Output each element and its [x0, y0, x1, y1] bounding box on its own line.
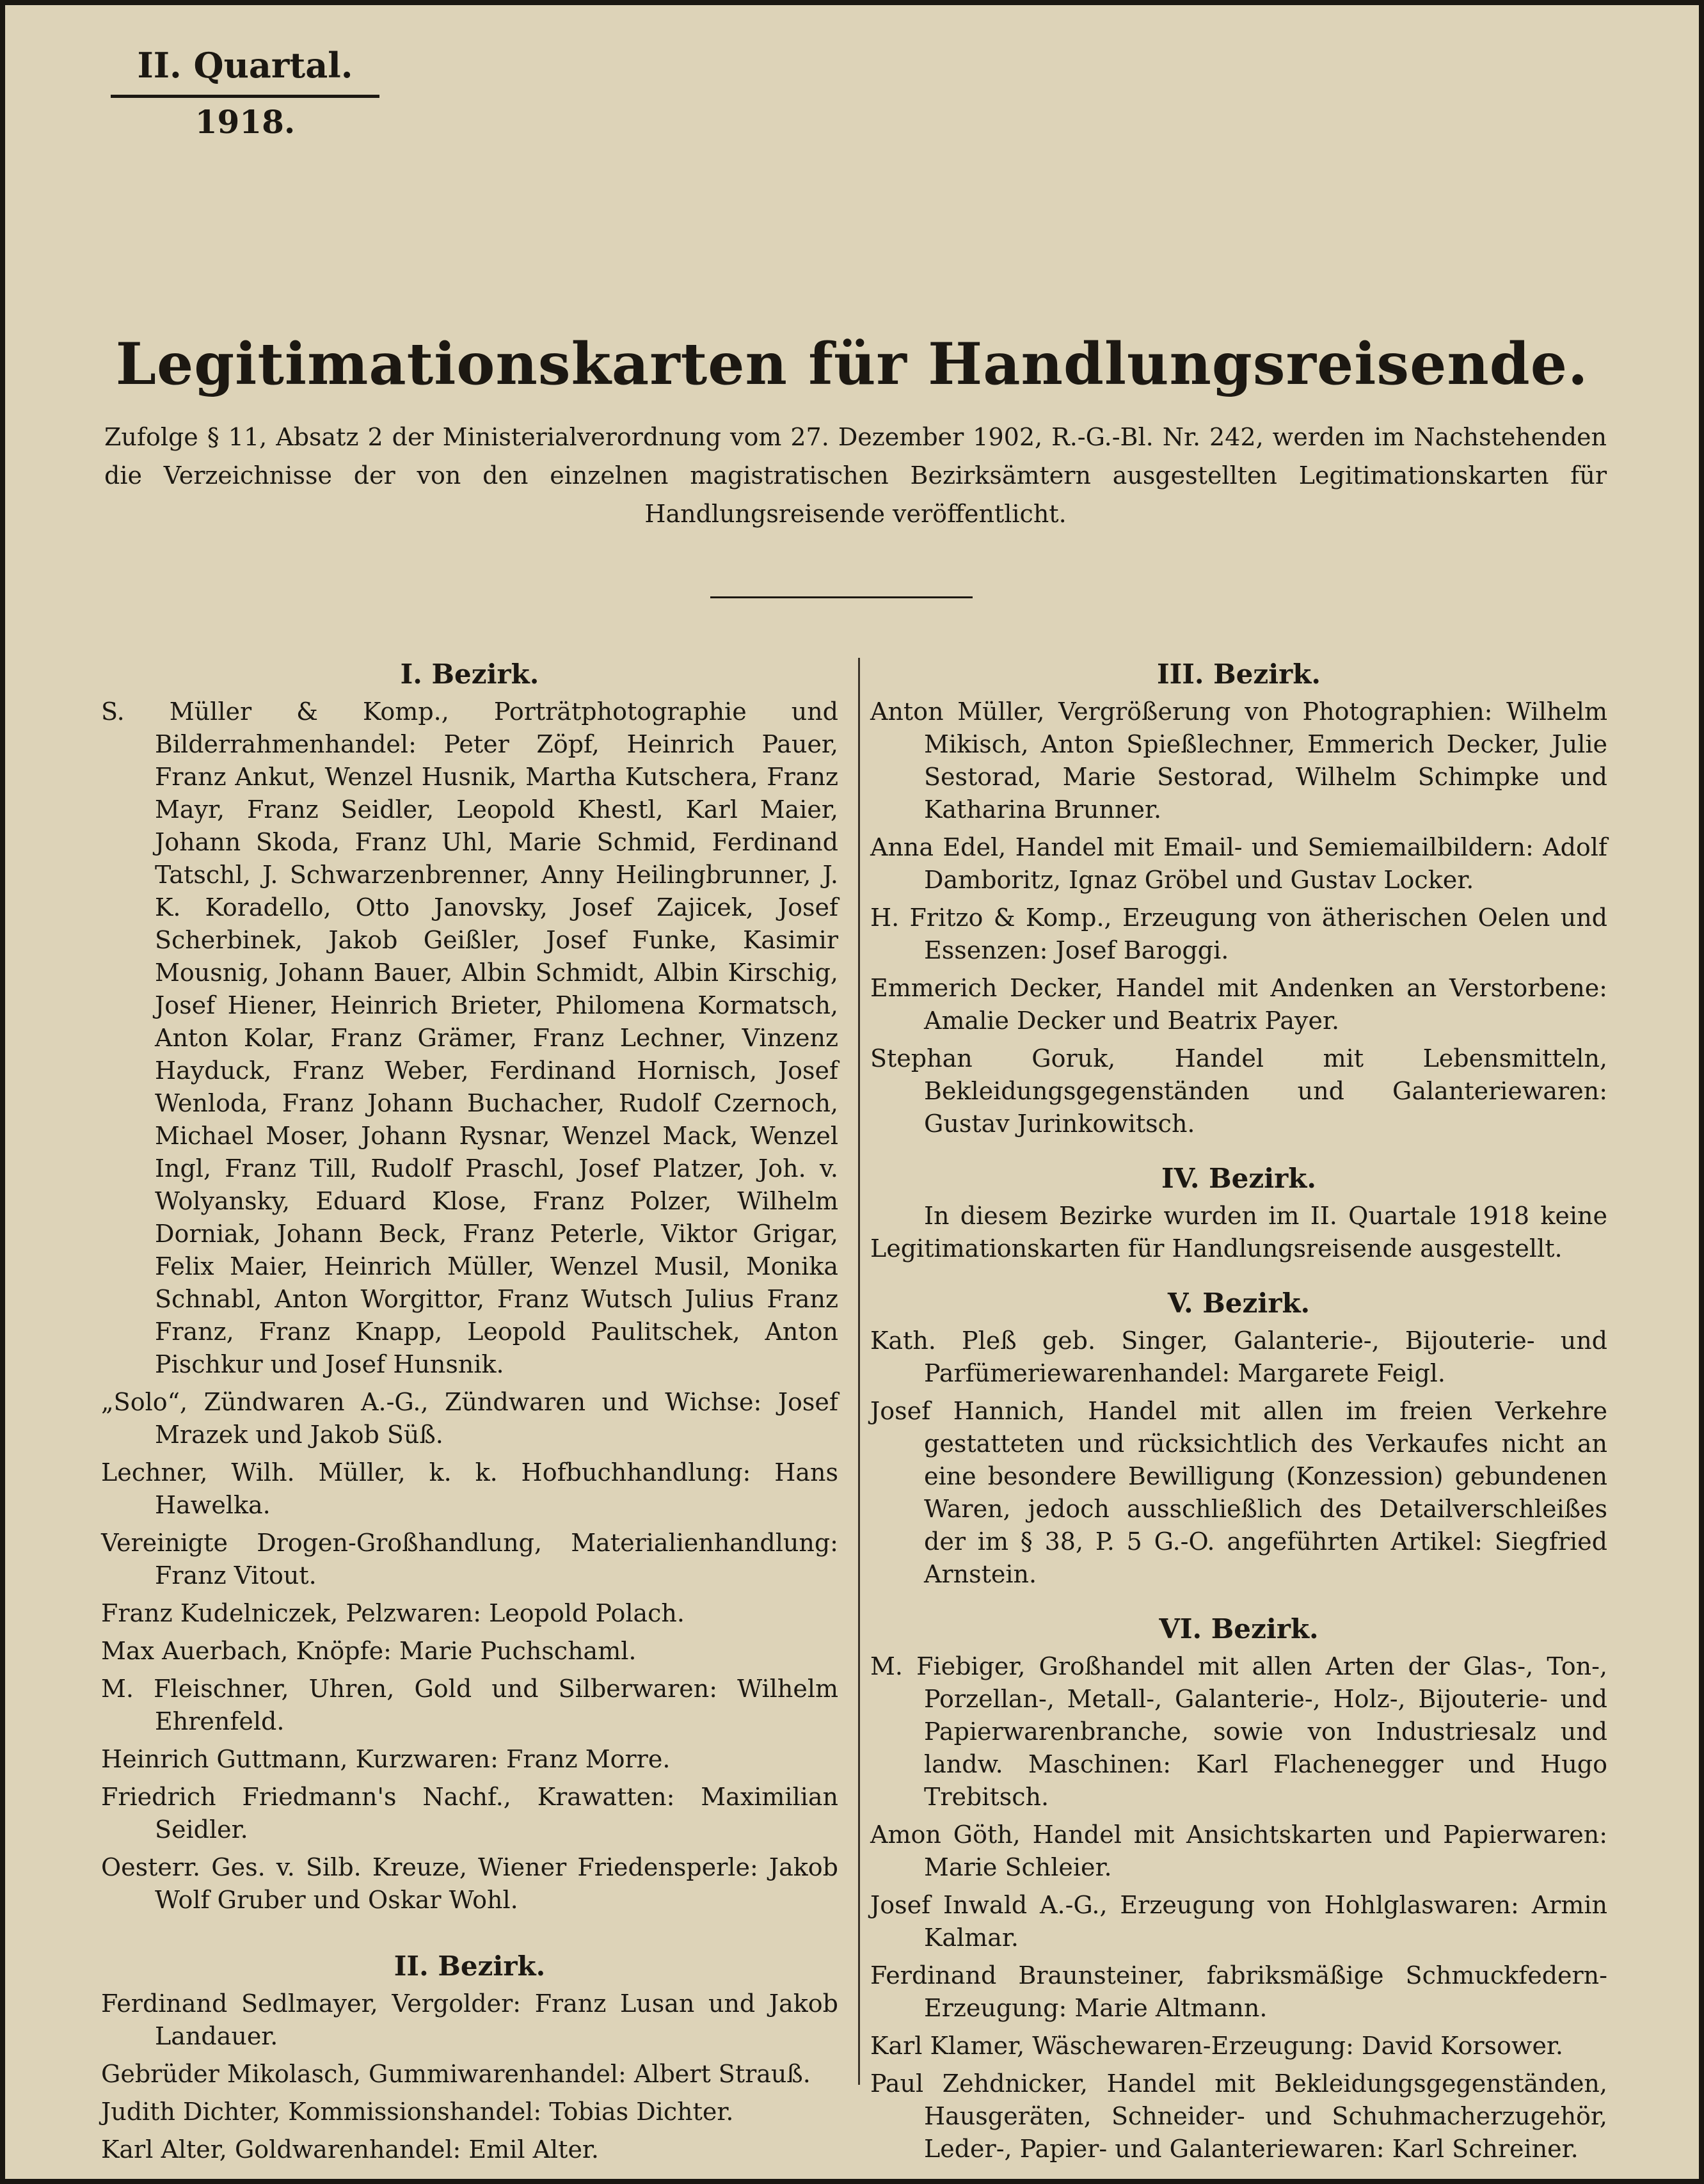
list-item: Vereinigte Drogen-Großhandlung, Materialienhandlung: Franz Vitout. [101, 1529, 838, 1590]
list-item: Paul Zehdnicker, Handel mit Bekleidungsgegenständen, Hausgeräten, Schneider- und Schuhmacherzugehör, Leder-, Papier- und Galanteriewaren: Karl Schreiner. [870, 2069, 1607, 2163]
list-item: Heinrich Guttmann, Kurzwaren: Franz Morre. [101, 1745, 671, 1773]
list-item: Josef Inwald A.-G., Erzeugung von Hohlglaswaren: Armin Kalmar. [870, 1891, 1607, 1952]
list-item: Lechner, Wilh. Müller, k. k. Hofbuchhandlung: Hans Hawelka. [101, 1458, 838, 1519]
list-item: Amon Göth, Handel mit Ansichtskarten und Papierwaren: Marie Schleier. [870, 1821, 1607, 1881]
list-item: Emmerich Decker, Handel mit Andenken an Verstorbene: Amalie Decker und Beatrix Payer. [870, 974, 1607, 1035]
list-item: Franz Kudelniczek, Pelzwaren: Leopold Polach. [101, 1599, 685, 1627]
list-item: M. Fiebiger, Großhandel mit allen Arten der Glas-, Ton-, Porzellan-, Metall-, Galanterie-, Holz-, Bijouterie- und Papierwarenbranche, sowie von Industriesalz und landw. Maschinen: Karl Flachenegger und Hugo Trebitsch. [870, 1652, 1607, 1811]
intro-paragraph: Zufolge § 11, Absatz 2 der Ministerialverordnung vom 27. Dezember 1902, R.-G.-Bl. Nr. 242, werden im Nachstehenden die Verzeichnisse der von den einzelnen magistratischen Bezirksämtern ausgestellten Legitimationskarten für Handlungsreisende veröffentlicht. [104, 423, 1607, 528]
quarter-header [111, 45, 379, 141]
district-heading-6: VI. Bezirk. [1159, 1613, 1319, 1645]
district-heading-3: III. Bezirk. [1156, 658, 1321, 690]
list-item: Max Auerbach, Knöpfe: Marie Puchschaml. [101, 1637, 637, 1665]
list-item: Stephan Goruk, Handel mit Lebensmitteln, Bekleidungsgegenständen und Galanteriewaren: Gustav Jurinkowitsch. [870, 1044, 1607, 1138]
list-item: Oesterr. Ges. v. Silb. Kreuze, Wiener Friedensperle: Jakob Wolf Gruber und Oskar Wohl. [101, 1853, 838, 1914]
district-heading-4: IV. Bezirk. [1161, 1163, 1316, 1194]
page-title: Legitimationskarten für Handlungsreisende. [115, 330, 1589, 398]
column-separator [858, 658, 860, 2085]
newspaper-page [5, 5, 1699, 2179]
list-item: Friedrich Friedmann's Nachf., Krawatten: Maximilian Seidler. [101, 1783, 838, 1844]
list-item: Anton Müller, Vergrößerung von Photographien: Wilhelm Mikisch, Anton Spießlechner, Emmerich Decker, Julie Sestorad, Marie Sestorad, Wilhelm Schimpke und Katharina Brunner. [870, 697, 1607, 824]
divider-rule [710, 596, 973, 598]
list-item: Judith Dichter, Kommissionshandel: Tobias Dichter. [101, 2098, 734, 2126]
district-heading-1: I. Bezirk. [400, 658, 539, 690]
district-heading-2: II. Bezirk. [394, 1950, 546, 1982]
list-item: M. Fleischner, Uhren, Gold und Silberwaren: Wilhelm Ehrenfeld. [101, 1675, 838, 1735]
list-item: H. Fritzo & Komp., Erzeugung von ätherischen Oelen und Essenzen: Josef Baroggi. [870, 904, 1607, 964]
list-item: Anna Edel, Handel mit Email- und Semiemailbildern: Adolf Damboritz, Ignaz Gröbel und Gustav Locker. [870, 833, 1607, 894]
right-column [870, 658, 1607, 2171]
list-item: Karl Klamer, Wäschewaren-Erzeugung: David Korsower. [870, 2032, 1563, 2060]
year-label: 1918. [195, 103, 296, 141]
list-item: Ferdinand Braunsteiner, fabriksmäßige Schmuckfedern-Erzeugung: Marie Altmann. [870, 1961, 1607, 2022]
list-item: Gebrüder Mikolasch, Gummiwarenhandel: Albert Strauß. [101, 2060, 811, 2088]
list-item: Josef Hannich, Handel mit allen im freien Verkehre gestatteten und rücksichtlich des Verkaufes nicht an eine besondere Bewilligung (Konzession) gebundenen Waren, jedoch ausschließlich des Detailverschleißes der im § 38, P. 5 G.-O. angeführten Artikel: Siegfried Arnstein. [870, 1397, 1607, 1588]
list-item: Kath. Pleß geb. Singer, Galanterie-, Bijouterie- und Parfümeriewarenhandel: Margarete Feigl. [870, 1327, 1607, 1387]
district-heading-5: V. Bezirk. [1167, 1287, 1310, 1319]
list-item: Ferdinand Sedlmayer, Vergolder: Franz Lusan und Jakob Landauer. [101, 1989, 838, 2050]
list-item: „Solo“, Zündwaren A.-G., Zündwaren und Wichse: Josef Mrazek und Jakob Süß. [101, 1388, 838, 1449]
list-item: S. Müller & Komp., Porträtphotographie und Bilderrahmenhandel: Peter Zöpf, Heinrich Pauer, Franz Ankut, Wenzel Husnik, Martha Kutschera, Franz Mayr, Franz Seidler, Leopold Khestl, Karl Maier, Johann Skoda, Franz Uhl, Marie Schmid, Ferdinand Tatschl, J. Schwarzenbrenner, Anny Heilingbrunner, J. K. Koradello, Otto Janovsky, Josef Zajicek, Josef Scherbinek, Jakob Geißler, Josef Funke, Kasimir Mousnig, Johann Bauer, Albin Schmidt, Albin Kirschig, Josef Hiener, Heinrich Brieter, Philomena Kormatsch, Anton Kolar, Franz Grämer, Franz Lechner, Vinzenz Hayduck, Franz Weber, Ferdinand Hornisch, Josef Wenloda, Franz Johann Buchacher, Rudolf Czernoch, Michael Moser, Johann Rysnar, Wenzel Mack, Wenzel Ingl, Franz Till, Rudolf Praschl, Josef Platzer, Joh. v. Wolyansky, Eduard Klose, Franz Polzer, Wilhelm Dorniak, Johann Beck, Franz Peterle, Viktor Grigar, Felix Maier, Heinrich Müller, Wenzel Musil, Monika Schnabl, Anton Worgittor, Franz Wutsch Julius Franz Franz, Franz Knapp, Leopold Paulitschek, Anton Pischkur und Josef Hunsnik. [101, 697, 838, 1378]
list-item: Karl Alter, Goldwarenhandel: Emil Alter. [101, 2135, 599, 2164]
left-column [101, 658, 838, 2171]
quarter-label: II. Quartal. [111, 45, 379, 98]
district-note: In diesem Bezirke wurden im II. Quartale 1918 keine Legitimationskarten für Handlungsreisende ausgestellt. [870, 1202, 1607, 1263]
